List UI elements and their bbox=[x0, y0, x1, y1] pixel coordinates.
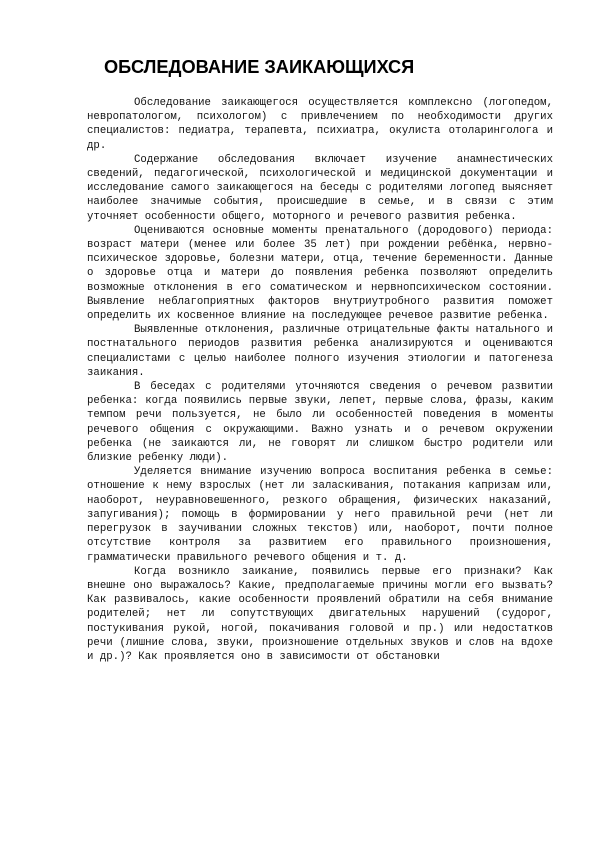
paragraph: Оцениваются основные моменты пренатального (дородового) периода: возраст матери (менее или более 35 лет) при рождении ребёнка, нервно-психическое здоровье, болезни матери, отца, течение беременности. Данные о здоровье отца и матери до появления ребенка позволяют определить возможные отклонения в его соматическом и нервнопсихическом состоянии. Выявление неблагоприятных факторов внутриутробного развития поможет определить их косвенное влияние на последующее речевое развитие ребенка. bbox=[87, 224, 553, 323]
paragraph: Уделяется внимание изучению вопроса воспитания ребенка в семье: отношение к нему взрослых (нет ли заласкивания, потакания капризам или, наоборот, неуравновешенного, резкого обращения, физических наказаний, запугивания); помощь в формировании у него правильной речи (нет ли перегрузок в заучивании сложных текстов) или, наоборот, почти полное отсутствие контроля за развитием его правильного произношения, грамматически правильного речевого общения и т. д. bbox=[87, 466, 553, 564]
document-body bbox=[87, 96, 553, 664]
paragraph: Обследование заикающегося осуществляется комплексно (логопедом, невропатологом, психологом) с привлечением по необходимости других специалистов: педиатра, терапевта, психиатра, окулиста отоларинголога и др. bbox=[87, 97, 553, 152]
paragraph: Содержание обследования включает изучение анамнестических сведений, педагогической, психологической и медицинской документации и исследование самого заикающегося на беседы с родителями логопед выясняет наиболее значимые события, происшедшие в семье, и в связи с этим уточняет особенности общего, моторного и речевого развития ребенка. bbox=[87, 153, 553, 223]
paragraph: В беседах с родителями уточняются сведения о речевом развитии ребенка: когда появились первые звуки, лепет, первые слова, фразы, каким темпом речи пользуется, не было ли особенностей поведения в моменты речевого общения с окружающими. Важно узнать и о речевом окружении ребенка (не заикаются ли, не говорят ли слишком быстро родители или близкие ребенку люди). bbox=[87, 381, 553, 465]
page-title: ОБСЛЕДОВАНИЕ ЗАИКАЮЩИХСЯ bbox=[104, 57, 415, 77]
paragraph: Когда возникло заикание, появились первые его признаки? Как внешне оно выражалось? Какие, предполагаемые причины могли его вызвать? Как развивалось, какие особенности проявлений обратили на себя внимание родителей; нет ли сопутствующих двигательных нарушений (судорог, постукивания рукой, ногой, покачивания головой и пр.) или недостатков речи (лишние слова, звуки, произношение отдельных звуков и слов на вдохе и др.)? Как проявляется оно в зависимости от обстановки bbox=[87, 565, 553, 663]
paragraph: Выявленные отклонения, различные отрицательные факты натального и постнатального периодов развития ребенка анализируются и оцениваются специалистами с целью наиболее полного изучения этиологии и патогенеза заикания. bbox=[87, 324, 553, 379]
